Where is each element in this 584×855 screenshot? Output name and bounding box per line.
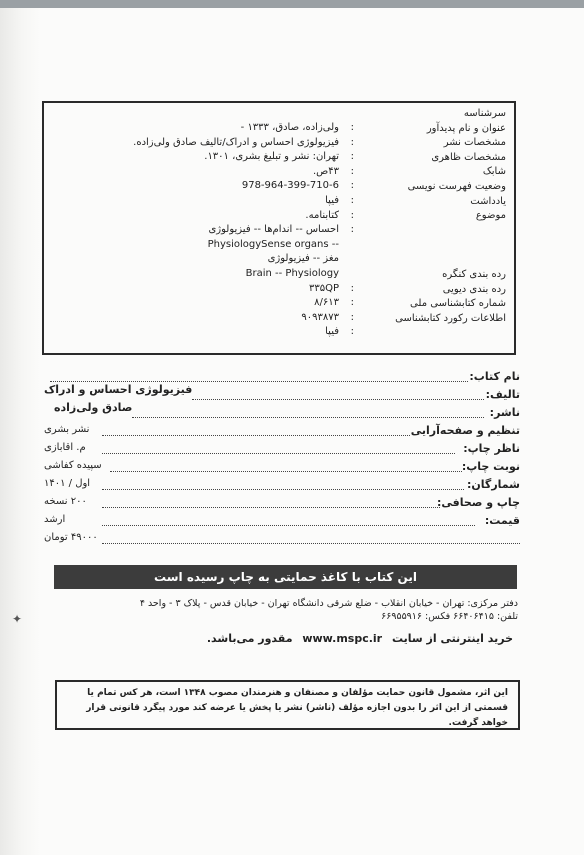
- cip-label: سرشناسه: [463, 108, 506, 119]
- cip-value: فیزیولوژی احساس و ادراک/تالیف صادق ولی‌زاده.: [133, 136, 339, 148]
- print-value: ارشد: [44, 514, 66, 525]
- website-link[interactable]: www.mspc.ir: [302, 632, 383, 645]
- cataloging-box: [42, 101, 516, 355]
- cip-label: موضوع: [475, 210, 506, 222]
- cip-label: مشخصات ظاهری: [431, 151, 506, 163]
- cip-label: رده بندی کنگره: [442, 269, 506, 280]
- detail-row-author: تالیف: فیزیولوژی احساس و ادراک: [44, 383, 520, 401]
- copyright-notice: این اثر، مشمول قانون حمایت مؤلفان و مصنفان و هنرمندان مصوب ۱۳۴۸ است، هر کس تمام یا قسمتی از این اثر را بدون اجازه مؤلف (ناشر) نشر یا پخش یا عرضه کند مورد پیگرد قانونی قرار خواهد گرفت.: [55, 680, 520, 730]
- paper-banner: این کتاب با کاغذ حمایتی به چاپ رسیده است: [54, 565, 517, 589]
- edition-value: اول / ۱۴۰۱: [44, 478, 91, 489]
- cip-value: PhysiologySense organs --: [207, 238, 339, 250]
- cip-label: اطلاعات رکورد کتابشناسی: [395, 312, 506, 324]
- detail-row-price: قیمت: ارشد: [44, 514, 520, 527]
- cip-value: ۳۳۵QP: [308, 282, 339, 294]
- supervisor-value: سپیده کفاشی: [44, 460, 102, 471]
- cip-label: مشخصات نشر: [443, 137, 506, 149]
- book-title-value: فیزیولوژی احساس و ادراک: [44, 383, 193, 396]
- isbn: 978-964-399-710-6: [241, 180, 339, 192]
- cip-value: Brain -- Physiology: [245, 267, 339, 279]
- layout-value: م. اقابازی: [44, 442, 86, 453]
- detail-row-price-value: [42, 532, 520, 550]
- scan-top-edge: [0, 0, 584, 8]
- copies-value: ۲۰۰ نسخه: [44, 496, 87, 507]
- detail-row-edition: نوبت چاپ: سپیده کفاشی: [44, 460, 520, 473]
- detail-row-title: نام کتاب:: [42, 370, 520, 388]
- cip-value: ۸/۶۱۳: [314, 297, 339, 309]
- cip-value: تهران: نشر و تبلیغ بشری، ۱۳۰۱.: [204, 151, 339, 163]
- cip-label: شماره کتابشناسی ملی: [410, 298, 506, 310]
- cip-colons: : : : : : : : : : : : :: [350, 122, 354, 338]
- detail-row-copies: شمارگان: اول / ۱۴۰۱: [44, 478, 520, 491]
- cip-value: فیپا: [325, 326, 339, 338]
- scan-mark: ✦: [12, 612, 23, 626]
- detail-row-supervisor: ناظر چاپ: م. اقابازی: [44, 442, 520, 455]
- book-details: [42, 370, 520, 550]
- office-address: [58, 598, 518, 623]
- cip-label: عنوان و نام پدیدآور: [426, 122, 506, 134]
- price-value: ۴۹۰۰۰ تومان: [44, 532, 98, 543]
- detail-row-publisher: ناشر: صادق ولی‌زاده: [54, 401, 520, 419]
- cip-value: مغز -- فیزیولوژی: [267, 253, 339, 265]
- cip-labels: [366, 107, 506, 224]
- author-value: صادق ولی‌زاده: [54, 401, 133, 414]
- cip-value: احساس -- اندام‌ها -- فیزیولوژی: [208, 224, 339, 236]
- cip-label: رده بندی دیویی: [442, 283, 506, 295]
- detail-row-layout: تنظیم و صفحه‌آرایی نشر بشری: [44, 424, 520, 437]
- online-purchase: خرید اینترنتی از سایت www.mspc.ir مقدور می‌باشد.: [58, 630, 513, 648]
- cip-label: وضعیت فهرست نویسی: [407, 180, 506, 192]
- publisher-value: نشر بشری: [44, 424, 90, 435]
- cip-value: کتابنامه.: [305, 209, 339, 221]
- cip-value: فیپا: [325, 194, 339, 206]
- cip-label: یادداشت: [470, 195, 506, 207]
- cip-label: شابک: [482, 166, 506, 178]
- cip-lower-labels: [366, 268, 506, 326]
- cip-value: ولی‌زاده، صادق، ۱۳۳۳ -: [240, 122, 339, 133]
- contact-line: تلفن: ۶۶۴۰۶۴۱۵ فکس: ۶۶۹۵۵۹۱۶: [381, 610, 518, 622]
- cip-value: ۹۰۹۳۸۷۳: [301, 311, 339, 323]
- cip-values: [54, 121, 339, 340]
- cip-value: ۴۳ص.: [312, 165, 339, 177]
- detail-row-print: چاپ و صحافی: ۲۰۰ نسخه: [44, 496, 520, 509]
- address-line: دفتر مرکزی: تهران - خیابان انقلاب - ضلع شرقی دانشگاه تهران - خیابان قدس - پلاک ۳ - واحد ۴: [139, 598, 518, 609]
